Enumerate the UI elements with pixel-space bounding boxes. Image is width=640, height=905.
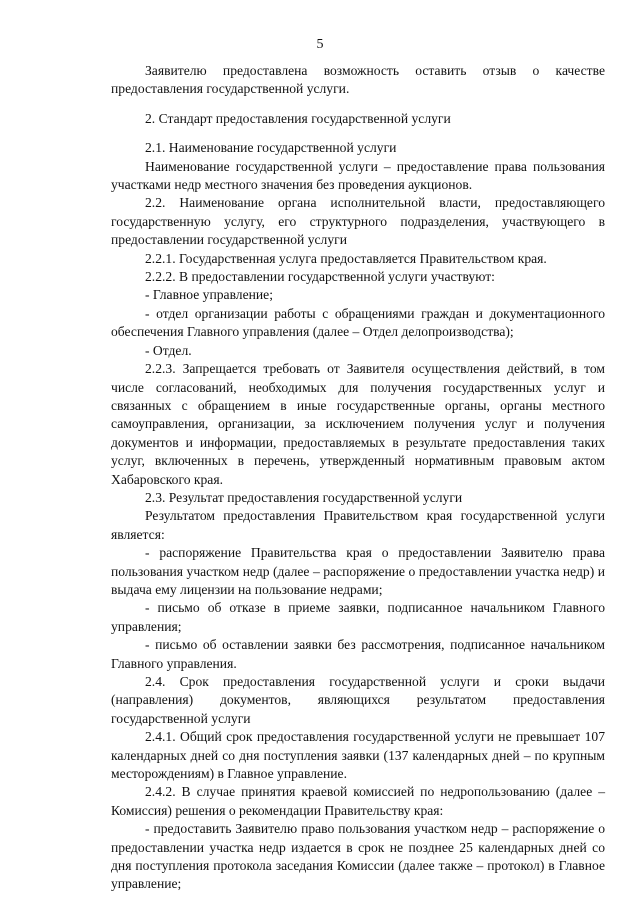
paragraph-feedback: Заявителю предоставлена возможность оставить отзыв о качестве предоставления государственной услуги. [111,63,605,97]
list-item-grant-right: - предоставить Заявителю право пользования участком недр – распоряжение о предоставлении участка недр издается в срок не позднее 25 календарных дней со дня поступления протокола заседания Комиссии (далее также – протокол) в Главное управление; [111,821,605,892]
paragraph-2-4-2: 2.4.2. В случае принятия краевой комиссией по недропользованию (далее – Комиссия) решения о рекомендации Правительству края: [111,784,605,818]
list-item-refusal-letter: - письмо об отказе в приеме заявки, подписанное начальником Главного управления; [111,600,605,634]
paragraph-2-2-1: 2.2.1. Государственная услуга предоставляется Правительством края. [145,250,547,266]
paragraph-2-4-1: 2.4.1. Общий срок предоставления государственной услуги не превышает 107 календарных дней со дня поступления заявки (137 календарных дней – по крупным месторождениям) в Главное управление. [111,729,605,782]
subsection-heading-2-4: 2.4. Срок предоставления государственной услуги и сроки выдачи (направления) документов, являющихся результатом предоставления государственной услуги [111,674,605,726]
paragraph-2-2-3: 2.2.3. Запрещается требовать от Заявителя осуществления действий, в том числе согласований, необходимых для получения государственных услуг и связанных с обращением в иные государственные органы, органы местного самоуправления, организации, за исключением получения услуг и получения документов и информации, предоставляемых в результате предоставления таких услуг, включенных в перечень, утвержденный нормативным правовым актом Хабаровского края. [111,361,605,487]
subsection-heading-2-2: 2.2. Наименование органа исполнительной власти, предоставляющего государственную услугу, его структурного подразделения, участвующего в предоставлении государственной услуги [111,195,605,248]
paragraph-result-intro: Результатом предоставления Правительством края государственной услуги является: [111,508,605,542]
list-item-no-review-letter: - письмо об оставлении заявки без рассмотрения, подписанное начальником Главного управления. [111,637,605,671]
list-item-division: - Отдел. [145,342,192,358]
list-item-order: - распоряжение Правительства края о предоставлении Заявителю права пользования участком недр (далее – распоряжение о предоставлении участка недр) и выдача ему лицензии на пользование недрами; [111,545,605,597]
list-item-main-department: - Главное управление; [145,287,273,303]
subsection-heading-2-3: 2.3. Результат предоставления государственной услуги [145,489,463,505]
list-item-records-office: - отдел организации работы с обращениями граждан и документационного обеспечения Главного управления (далее – Отдел делопроизводства); [111,305,605,340]
paragraph-2-2-2: 2.2.2. В предоставлении государственной услуги участвуют: [145,269,495,285]
document-body [111,62,605,894]
page-number: 5 [316,37,324,52]
section-heading-standard: 2. Стандарт предоставления государственной услуги [145,110,451,126]
paragraph-service-name: Наименование государственной услуги – предоставление права пользования участками недр местного значения без проведения аукционов. [111,158,605,193]
subsection-heading-2-1: 2.1. Наименование государственной услуги [145,140,397,156]
